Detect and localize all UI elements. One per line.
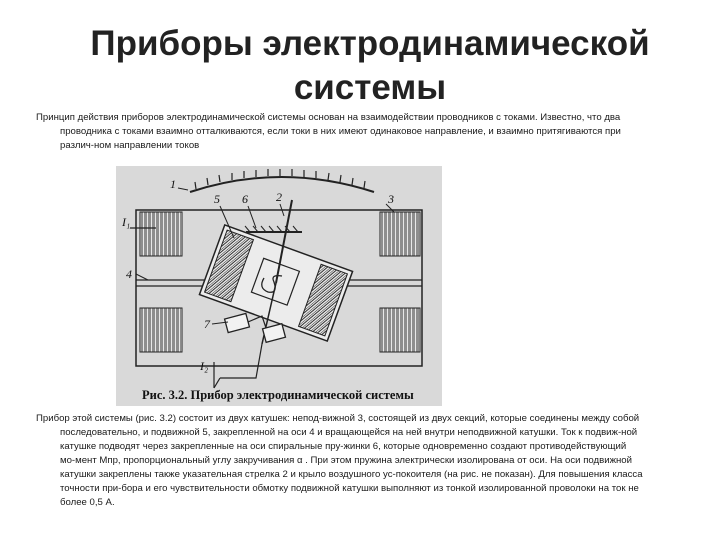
body-line-7: более 0,5 А. bbox=[60, 497, 115, 508]
body-paragraph bbox=[36, 412, 686, 510]
title-line-1: Приборы электродинамической bbox=[90, 24, 650, 63]
body-line-4: мо-мент Mпр, пропорциональный углу закручивания α . При этом пружина электрически изолирована от оси. На оси подвижной bbox=[60, 455, 632, 466]
label-i1: I₁ bbox=[122, 215, 131, 229]
title-line-2: системы bbox=[293, 68, 447, 107]
intro-line-2: проводника с токами взаимно отталкиваются, если токи в них имеют одинаковое направление, и взаимно притягиваются при bbox=[60, 126, 621, 137]
device-figure bbox=[116, 166, 442, 406]
intro-line-1: Принцип действия приборов электродинамической системы основан на взаимодействии проводников с токами. Известно, что два bbox=[36, 112, 621, 123]
fixed-coil-top-right bbox=[380, 212, 420, 256]
fixed-coil-top-left bbox=[140, 212, 182, 256]
intro-line-3: различ-ном направлении токов bbox=[60, 140, 200, 151]
fixed-coil-bottom-left bbox=[140, 308, 182, 352]
device-diagram bbox=[116, 166, 442, 406]
label-7: 7 bbox=[204, 317, 210, 331]
label-i2: I₂ bbox=[200, 359, 209, 373]
label-2: 2 bbox=[276, 190, 282, 204]
label-1: 1 bbox=[170, 177, 176, 191]
label-3: 3 bbox=[388, 192, 394, 206]
fixed-coil-bottom-right bbox=[380, 308, 420, 352]
body-line-5: катушки закреплены также указательная стрелка 2 и крыло воздушного ус-покоителя (на рис. не показан). Для повышения класса bbox=[60, 469, 643, 480]
slide-title bbox=[60, 22, 680, 110]
body-line-6: точности при-бора и его чувствительности обмотку подвижной катушки выполняют из тонкой изолированной проволоки на ток не bbox=[60, 483, 639, 494]
label-4: 4 bbox=[126, 267, 132, 281]
label-5: 5 bbox=[214, 192, 220, 206]
label-6: 6 bbox=[242, 192, 248, 206]
body-line-3: катушке подводят через закрепленные на оси спиральные пру-жинки 6, которые одновременно создают противодействующий bbox=[60, 441, 627, 452]
scale-arc bbox=[190, 177, 374, 192]
body-line-1: Прибор этой системы (рис. 3.2) состоит из двух катушек: непод-вижной 3, состоящей из двух секций, которые соединены между собой bbox=[36, 413, 640, 424]
resistor-left bbox=[225, 313, 250, 332]
figure-caption: Рис. 3.2. Прибор электродинамической системы bbox=[142, 388, 414, 402]
intro-paragraph bbox=[36, 111, 686, 153]
body-line-2: последовательно, и подвижной 5, закрепленной на оси 4 и вращающейся на ней внутри неподвижной катушки. Ток к подвиж-ной bbox=[60, 427, 638, 438]
scale-ticks bbox=[195, 169, 365, 189]
